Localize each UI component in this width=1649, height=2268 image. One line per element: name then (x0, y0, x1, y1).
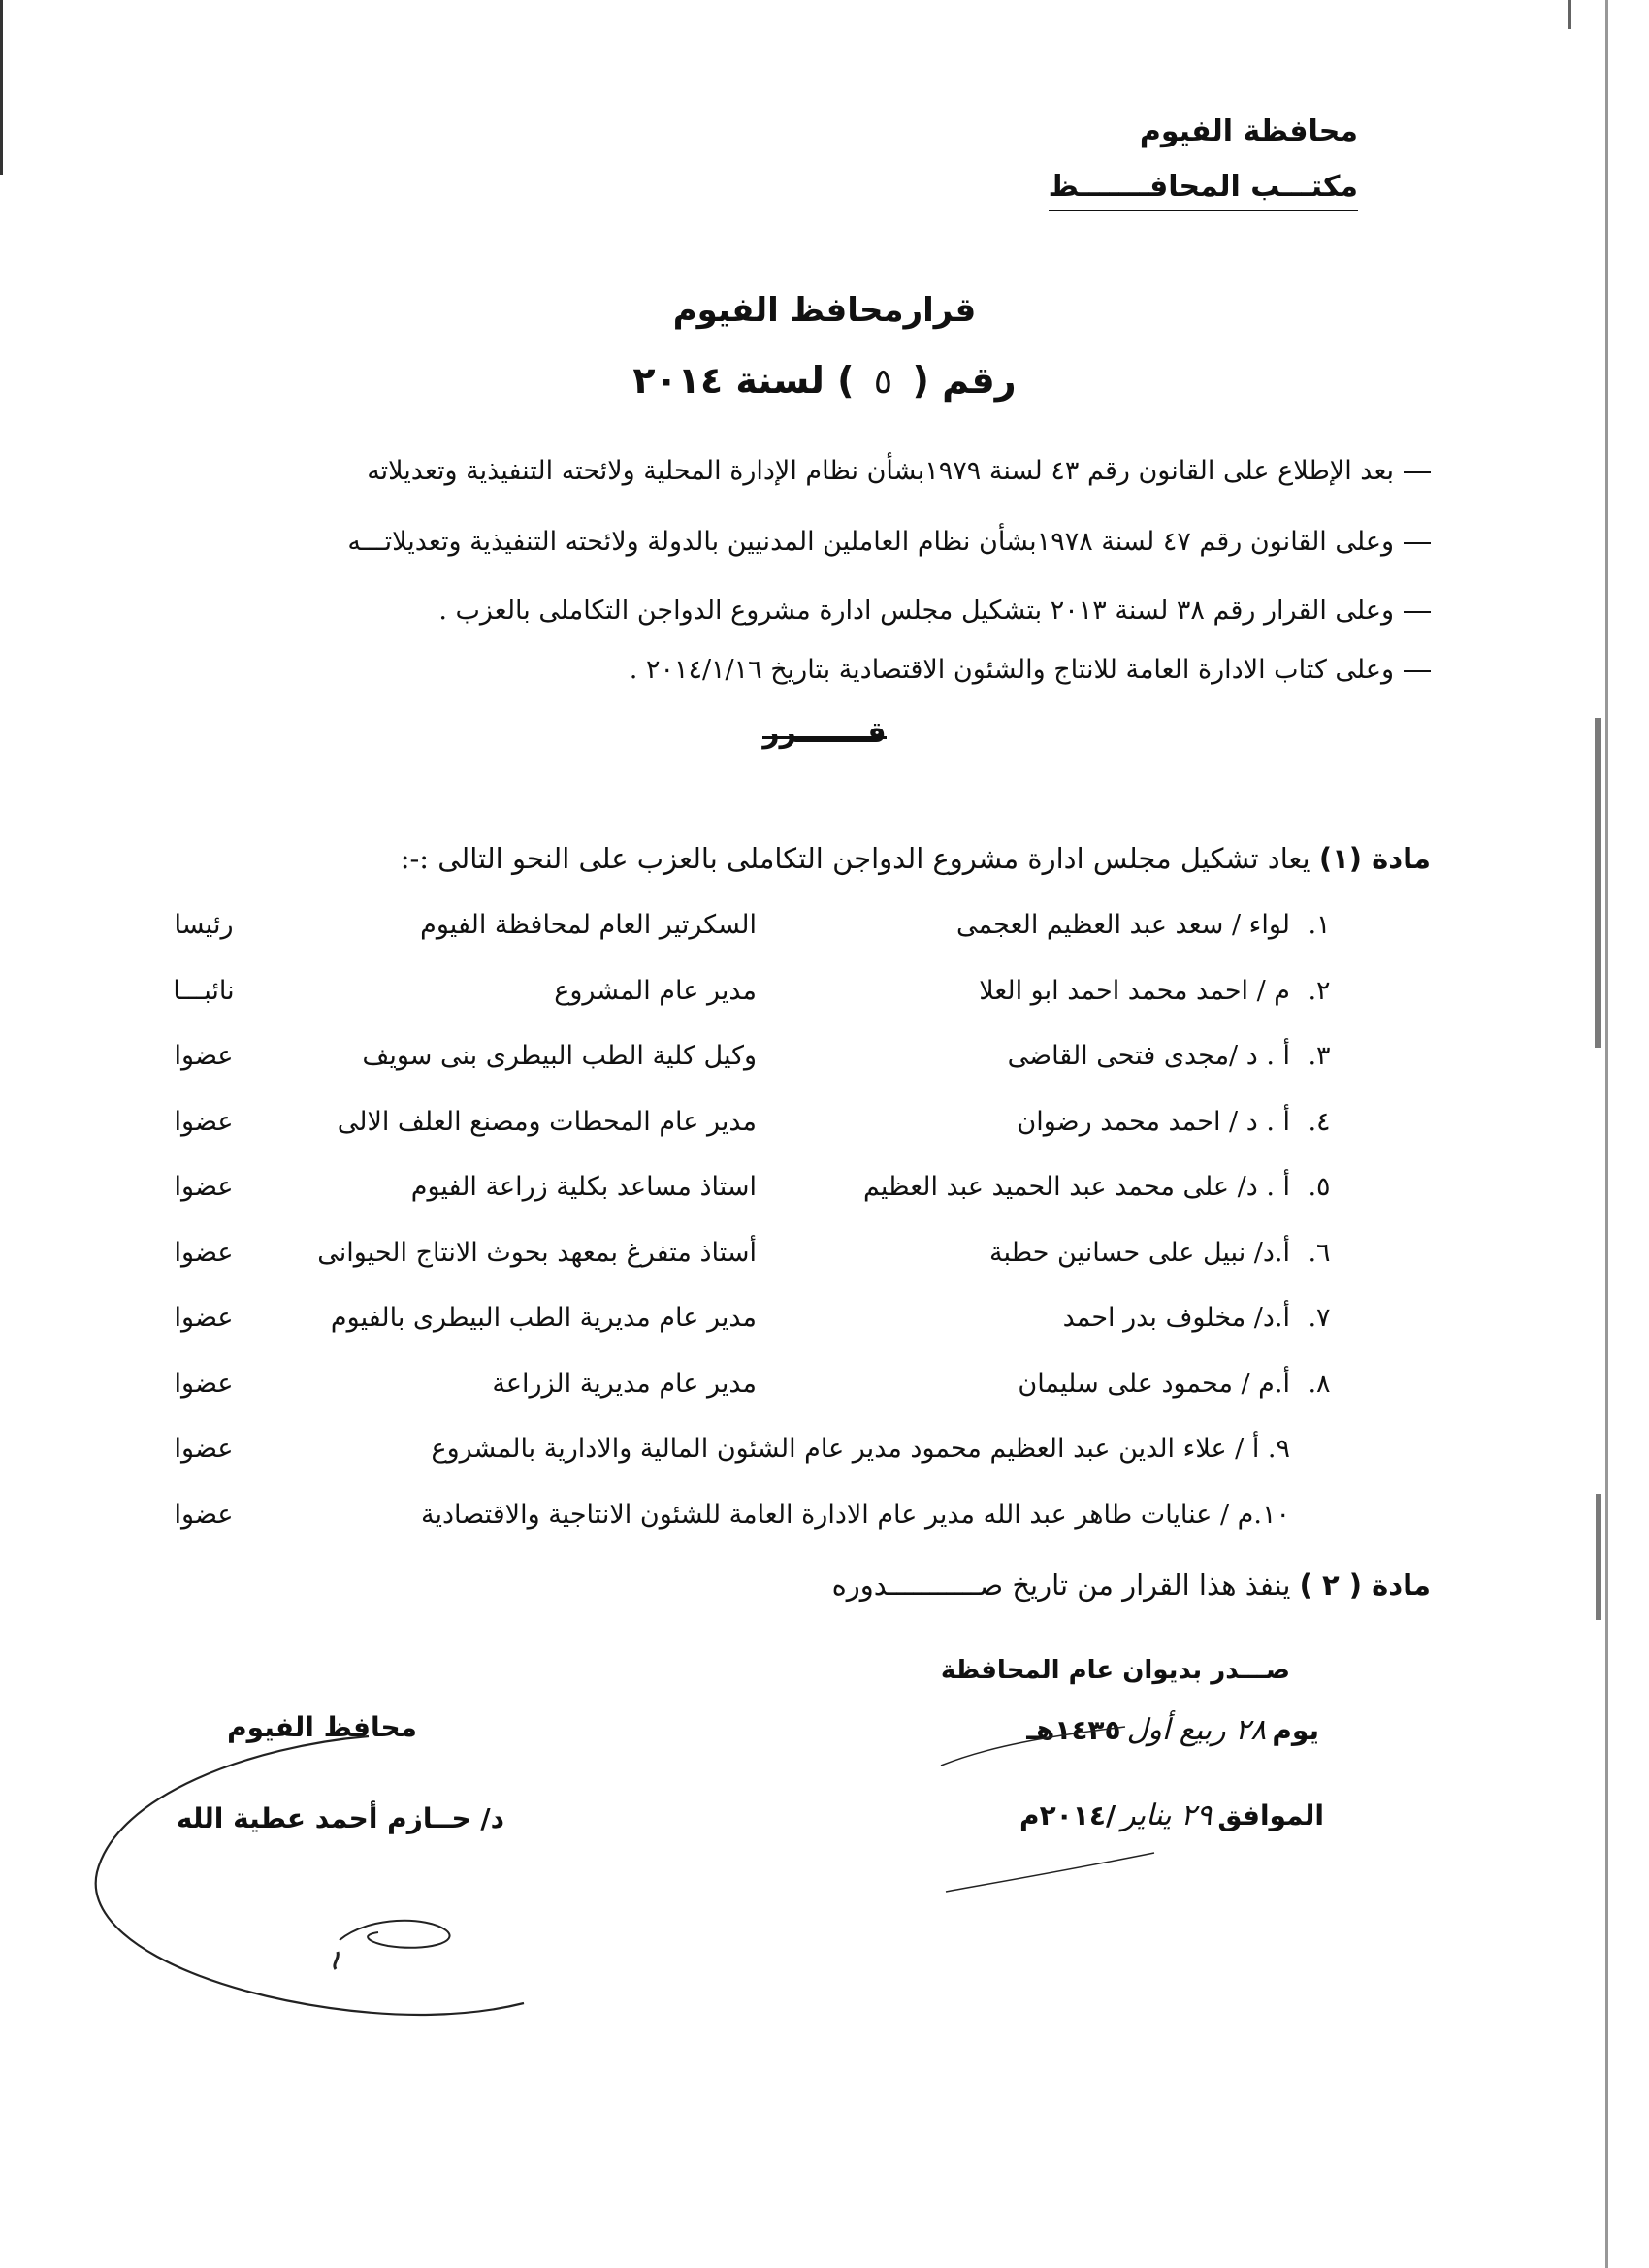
decree-number (0, 359, 1649, 402)
decree-number-handwritten: ٥ (873, 362, 893, 402)
article-1-text: يعاد تشكيل مجلس ادارة مشروع الدواجن التكاملى بالعزب على النحو التالى :-: (400, 842, 1310, 875)
member-row (0, 1107, 1649, 1146)
preamble-line: وعلى القرار رقم ٣٨ لسنة ٢٠١٣ بتشكيل مجلس ادارة مشروع الدواجن التكاملى بالعزب . (438, 596, 1431, 626)
member-title: أستاذ متفرغ بمعهد بحوث الانتاج الحيوانى (317, 1237, 757, 1268)
article-2 (832, 1569, 1431, 1602)
decree-title: قرارمحافظ الفيوم (672, 291, 977, 330)
member-number: ٣. (1308, 1041, 1331, 1071)
member-role: رئيسا (174, 910, 234, 940)
issued-at: صـــدر بديوان عام المحافظة (940, 1656, 1290, 1685)
article-1 (401, 842, 1431, 875)
member-entry: ١٠.م / عنايات طاهر عبد الله مدير عام الادارة العامة للشئون الانتاجية والاقتصادية (420, 1499, 1290, 1530)
member-row (0, 1041, 1649, 1080)
member-role: عضوا (174, 1237, 234, 1268)
member-name: أ.م / محمود على سليمان (1018, 1368, 1290, 1399)
member-role: عضوا (174, 1499, 234, 1530)
member-title: مدير عام مديرية الزراعة (492, 1368, 757, 1399)
member-row (0, 1238, 1649, 1277)
member-number: ٧. (1308, 1303, 1331, 1333)
governor-title: محافظ الفيوم (227, 1711, 417, 1743)
decided-heading: قـــــــرر (762, 716, 887, 750)
member-role: عضوا (174, 1172, 234, 1202)
member-title: مدير عام المشروع (554, 975, 757, 1006)
member-row (0, 976, 1649, 1015)
member-role: عضوا (174, 1041, 234, 1071)
member-number: ٤. (1308, 1106, 1331, 1137)
preamble-line: بعد الإطلاع على القانون رقم ٤٣ لسنة ١٩٧٩بشأن نظام الإدارة المحلية ولائحته التنفيذية وتعديلاته (367, 456, 1431, 486)
member-row (0, 1500, 1649, 1539)
member-row (0, 1369, 1649, 1408)
member-title: مدير عام مديرية الطب البيطرى بالفيوم (330, 1303, 757, 1333)
member-role: عضوا (174, 1303, 234, 1333)
member-title: السكرتير العام لمحافظة الفيوم (420, 910, 757, 940)
member-role: نائبـــا (173, 975, 235, 1006)
scan-edge-line-left (0, 0, 3, 175)
member-name: أ.د/ مخلوف بدر احمد (1062, 1303, 1290, 1333)
member-row (0, 1172, 1649, 1211)
member-number: ٦. (1308, 1237, 1331, 1268)
member-number: ٢. (1308, 975, 1331, 1006)
member-title: مدير عام المحطات ومصنع العلف الالى (337, 1106, 757, 1137)
member-entry: ٩. أ / علاء الدين عبد العظيم محمود مدير عام الشئون المالية والادارية بالمشروع (431, 1434, 1290, 1464)
member-title: وكيل كلية الطب البيطرى بنى سويف (362, 1041, 757, 1071)
member-name: أ . د / احمد محمد رضوان (1017, 1106, 1290, 1137)
governor-signature (78, 1727, 582, 2047)
governorate-name: محافظة الفيوم (1139, 114, 1358, 148)
scan-mark (1568, 0, 1571, 29)
member-row (0, 910, 1649, 949)
governor-name: د/ حــازم أحمد عطية الله (176, 1802, 504, 1834)
member-role: عضوا (174, 1106, 234, 1137)
member-role: عضوا (174, 1368, 234, 1399)
preamble-line: وعلى كتاب الادارة العامة للانتاج والشئون الاقتصادية بتاريخ ٢٠١٤/١/١٦ . (630, 655, 1431, 685)
office-name: مكتـــب المحافـــــــظ (1049, 170, 1358, 211)
hijri-date: يوم٢٨ ربيع أول١٤٣٥هـ (1026, 1713, 1319, 1747)
hijri-date-handwritten: ٢٨ ربيع أول (1126, 1713, 1267, 1747)
member-name: أ . د /مجدى فتحى القاضى (1007, 1041, 1290, 1071)
decree-number-suffix: ) لسنة ٢٠١٤ (632, 359, 855, 402)
member-role: عضوا (174, 1434, 234, 1464)
member-number: ٨. (1308, 1368, 1331, 1399)
gregorian-date-handwritten: ٢٩ يناير (1121, 1798, 1212, 1832)
article-2-text: ينفذ هذا القرار من تاريخ صـــــــــــدوره (831, 1569, 1291, 1602)
member-name: أ . د/ على محمد عبد الحميد عبد العظيم (862, 1172, 1290, 1202)
member-name: أ.د/ نبيل على حسانين حطبة (988, 1237, 1290, 1268)
member-name: لواء / سعد عبد العظيم العجمى (956, 910, 1290, 940)
member-row (0, 1434, 1649, 1473)
decree-number-prefix: رقم ( (912, 359, 1017, 402)
member-row (0, 1303, 1649, 1342)
member-number: ٥. (1308, 1172, 1331, 1202)
gregorian-date: الموافق٢٩ يناير/٢٠١٤م (1019, 1798, 1324, 1832)
article-2-label: مادة ( ٢ ) (1299, 1569, 1431, 1602)
preamble-line: وعلى القانون رقم ٤٧ لسنة ١٩٧٨بشأن نظام العاملين المدنيين بالدولة ولائحته التنفيذية وتعديلاتـــه (347, 527, 1431, 557)
handwriting-stroke (941, 1843, 1164, 1901)
article-1-label: مادة (١) (1318, 842, 1431, 875)
member-number: ١. (1308, 910, 1331, 940)
member-name: م / احمد محمد احمد ابو العلا (979, 975, 1290, 1006)
member-title: استاذ مساعد بكلية زراعة الفيوم (410, 1172, 757, 1202)
handwriting-stroke (931, 1669, 1183, 1785)
